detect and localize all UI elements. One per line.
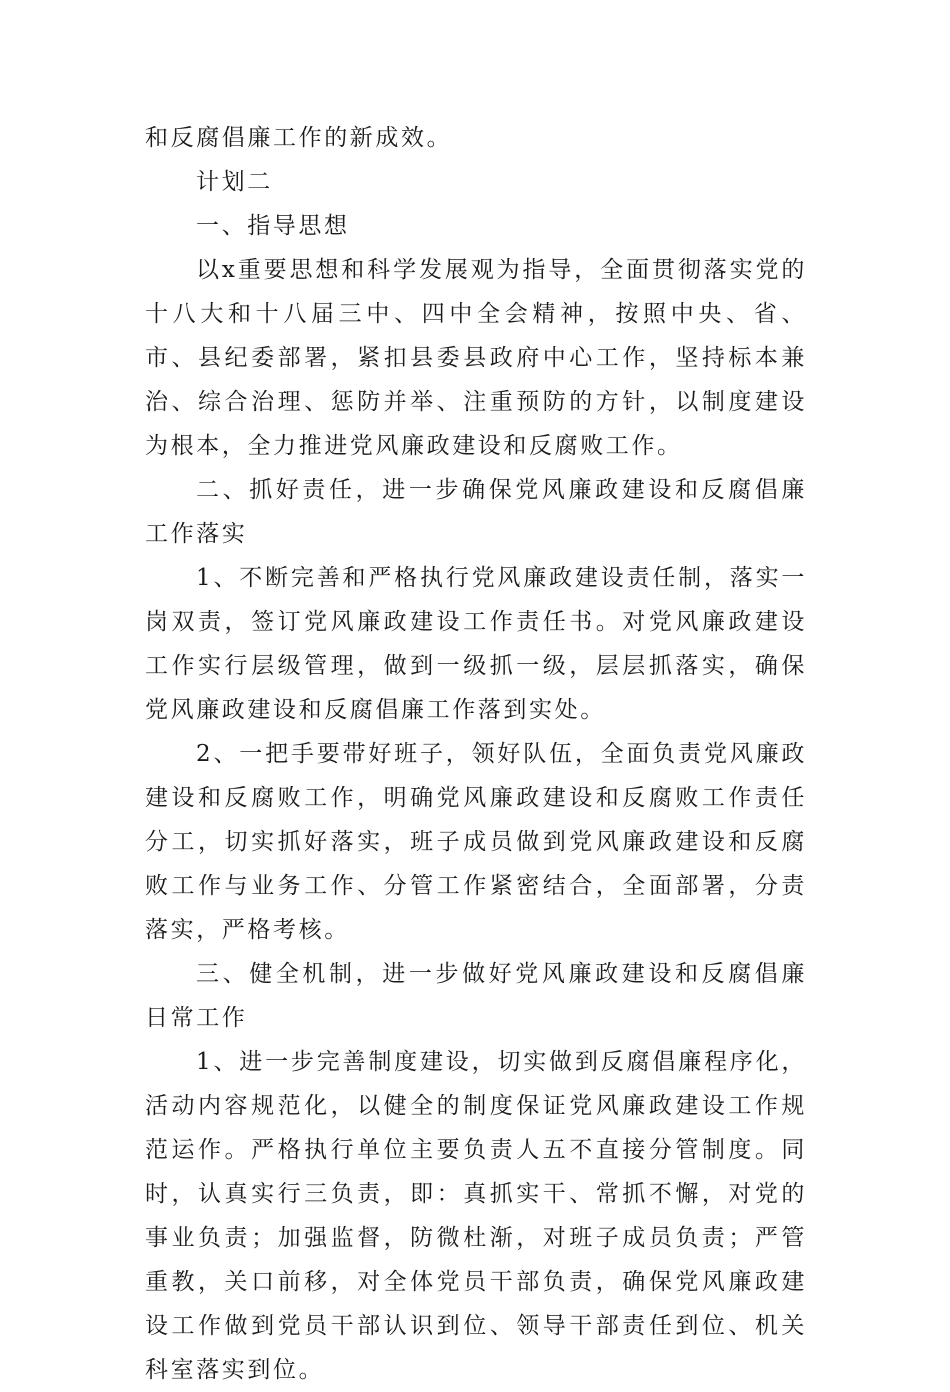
paragraph-mechanism-item-1: 1、进一步完善制度建设，切实做到反腐倡廉程序化，活动内容规范化，以健全的制度保证党风廉政建设工作规范运作。严格执行单位主要负责人五不直接分管制度。同时，认真实行三负责，即：真抓实干、常抓不懈，对党的事业负责；加强监督，防微杜渐，对班子成员负责；严管重教，关口前移，对全体党员干部负责，确保党风廉政建设工作做到党员干部认识到位、领导干部责任到位、机关科室落实到位。 <box>145 1049 807 1383</box>
section-heading-responsibility: 二、抓好责任，进一步确保党风廉政建设和反腐倡廉工作落实 <box>145 477 807 547</box>
plan-heading: 计划二 <box>196 169 273 195</box>
paragraph-guiding-ideology: 以x重要思想和科学发展观为指导，全面贯彻落实党的十八大和十八届三中、四中全会精神，按照中央、省、市、县纪委部署，紧扣县委县政府中心工作，坚持标本兼治、综合治理、惩防并举、注重预防的方针，以制度建设为根本，全力推进党风廉政建设和反腐败工作。 <box>145 257 807 459</box>
section-heading-mechanism: 三、健全机制，进一步做好党风廉政建设和反腐倡廉日常工作 <box>145 961 807 1031</box>
paragraph-responsibility-item-2: 2、一把手要带好班子，领好队伍，全面负责党风廉政建设和反腐败工作，明确党风廉政建设和反腐败工作责任分工，切实抓好落实，班子成员做到党风廉政建设和反腐败工作与业务工作、分管工作紧密结合，全面部署，分责落实，严格考核。 <box>145 741 807 943</box>
document-body <box>145 116 807 1392</box>
paragraph-responsibility-item-1: 1、不断完善和严格执行党风廉政建设责任制，落实一岗双责，签订党风廉政建设工作责任书。对党风廉政建设工作实行层级管理，做到一级抓一级，层层抓落实，确保党风廉政建设和反腐倡廉工作落到实处。 <box>145 565 807 723</box>
section-heading-guiding-ideology: 一、指导思想 <box>196 213 350 239</box>
paragraph-continuation: 和反腐倡廉工作的新成效。 <box>145 125 453 151</box>
